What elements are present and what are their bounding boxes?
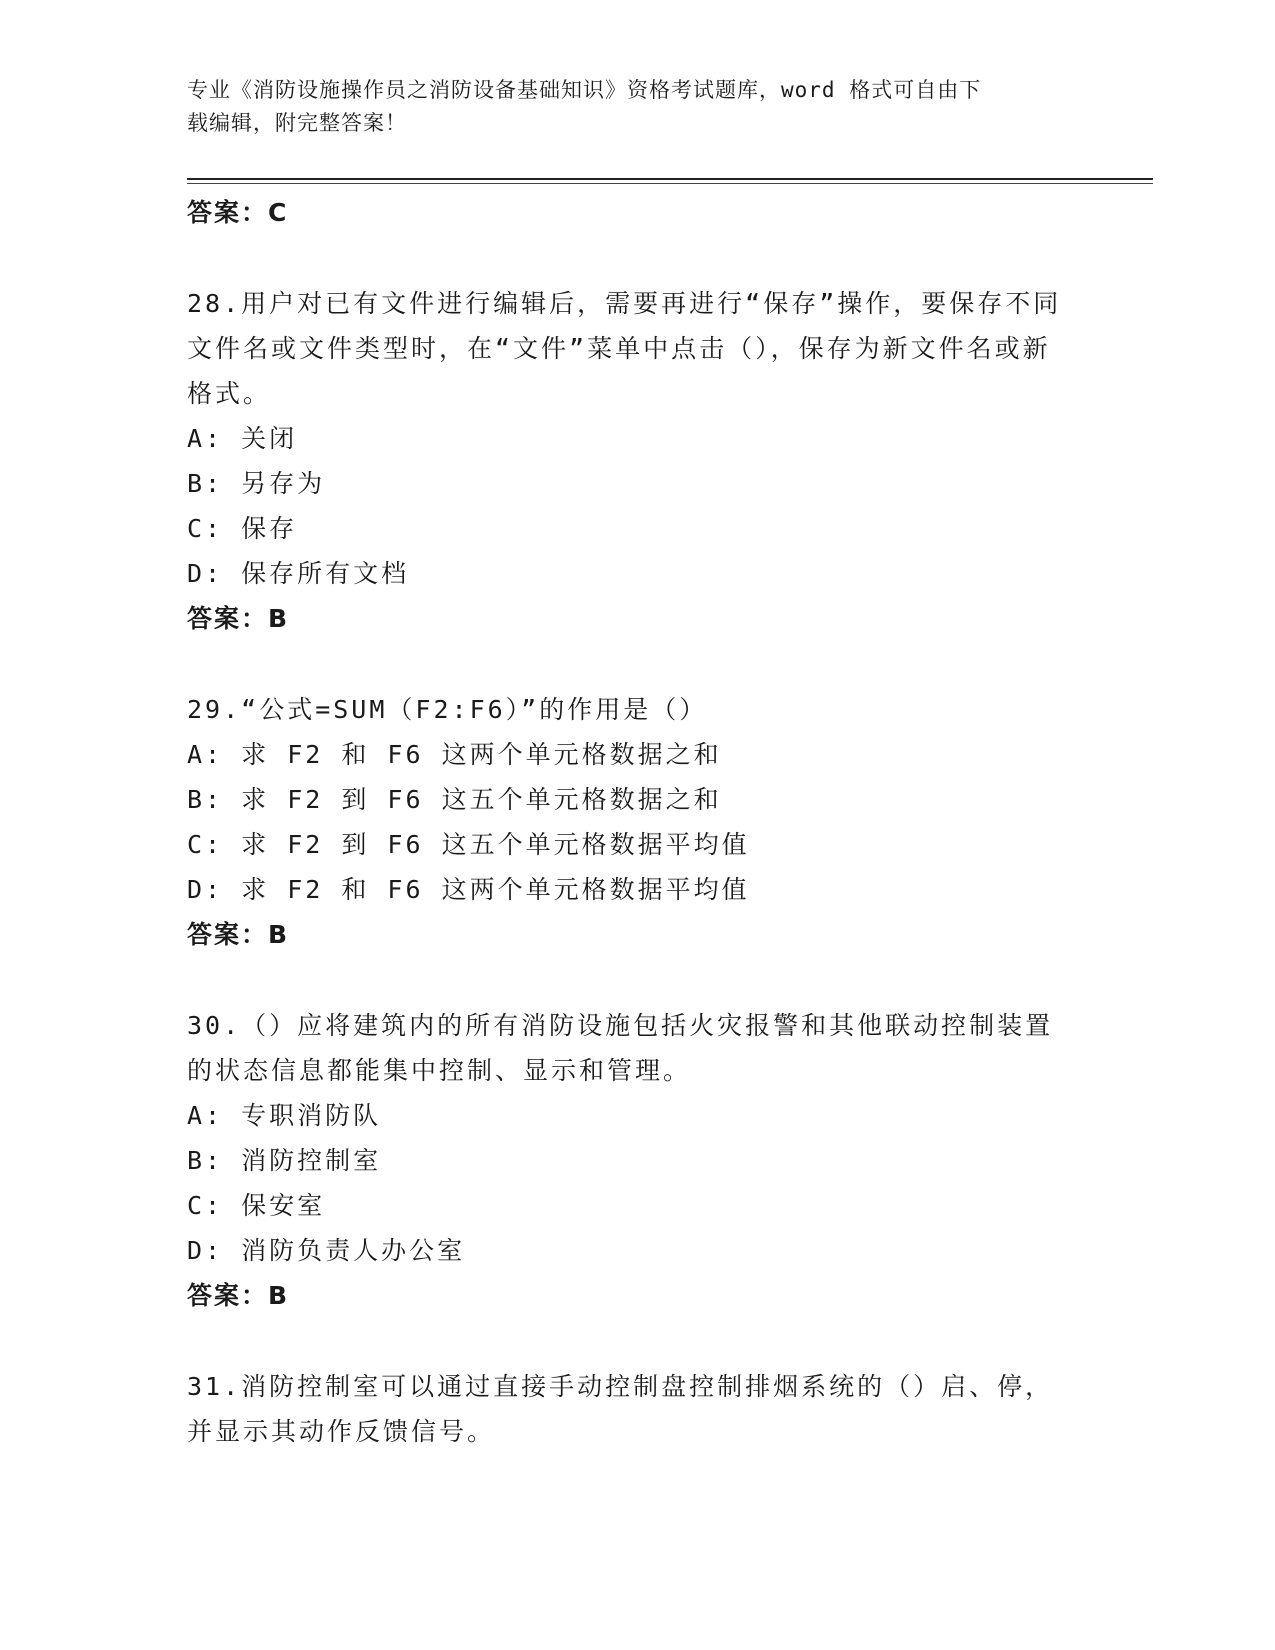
question-block [187,281,1087,641]
header-rule-thin [187,183,1153,184]
document-header [187,74,1067,140]
option-a: A: 专职消防队 [187,1101,382,1130]
document-body [187,190,1087,1454]
option-b: B: 求 F2 到 F6 这五个单元格数据之和 [187,785,722,814]
option-d: D: 求 F2 和 F6 这两个单元格数据平均值 [187,875,750,904]
option-c: C: 保存 [187,514,298,543]
question-text: 31.消防控制室可以通过直接手动控制盘控制排烟系统的（）启、停，并显示其动作反馈信号。 [187,1372,1054,1446]
option-c: C: 求 F2 到 F6 这五个单元格数据平均值 [187,830,750,859]
question-text: 28.用户对已有文件进行编辑后，需要再进行“保存”操作，要保存不同文件名或文件类型时，在“文件”菜单中点击（），保存为新文件名或新格式。 [187,289,1062,408]
header-rule-thick [187,178,1153,180]
question-block [187,687,1087,957]
option-a: A: 求 F2 和 F6 这两个单元格数据之和 [187,740,722,769]
answer-line: 答案：B [187,1281,290,1310]
option-c: C: 保安室 [187,1191,326,1220]
option-b: B: 消防控制室 [187,1146,382,1175]
answer-line: 答案：C [187,198,289,227]
header-line-1: 专业《消防设施操作员之消防设备基础知识》资格考试题库，word 格式可自由下 [187,78,982,102]
answer-line: 答案：B [187,604,290,633]
question-block [187,1003,1087,1318]
header-line-2: 载编辑，附完整答案！ [187,111,407,135]
option-d: D: 保存所有文档 [187,559,410,588]
option-b: B: 另存为 [187,469,326,498]
question-text: 29.“公式=SUM（F2:F6）”的作用是（） [187,695,708,724]
answer-line: 答案：B [187,920,290,949]
question-text: 30.（）应将建筑内的所有消防设施包括火灾报警和其他联动控制装置的状态信息都能集中控制、显示和管理。 [187,1011,1054,1085]
option-d: D: 消防负责人办公室 [187,1236,466,1265]
question-block [187,1364,1087,1454]
option-a: A: 关闭 [187,424,298,453]
